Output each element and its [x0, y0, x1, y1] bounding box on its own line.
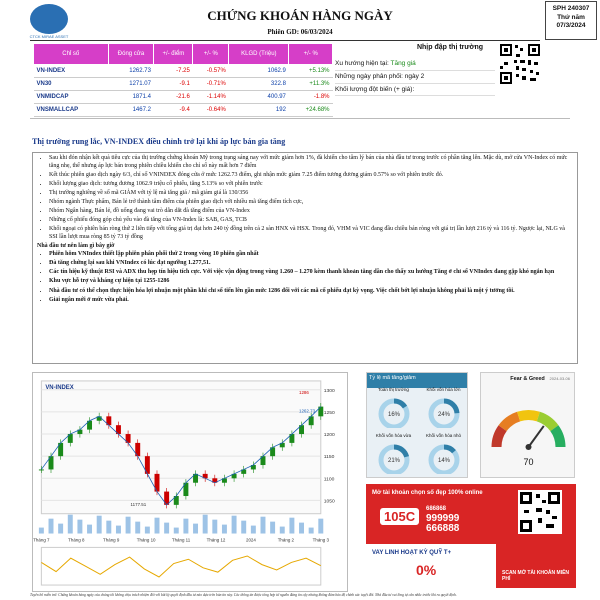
issue-date: 07/3/2024 [556, 22, 586, 29]
table-cell: VN-INDEX [34, 65, 109, 78]
table-cell: +24.68% [289, 104, 333, 117]
breadth-value: 14% [437, 458, 450, 464]
company-logo [30, 4, 68, 34]
commentary-item: • Kết thúc phiên giao dịch ngày 6/3, chỉ số VNINDEX đóng cửa ở mức 1262.73 điểm, ghi nhận mức giảm 7.25 điểm tương đương giảm 0.57% so với phiên trước đó. [49, 172, 573, 180]
x-tick-label: Tháng 8 [68, 537, 85, 543]
volume-bar [77, 520, 82, 534]
table-cell: VNMIDCAP [34, 91, 109, 104]
volume-bar [203, 515, 208, 534]
breadth-donut [370, 438, 418, 474]
promo-line-3: SCAN MỞ TÀI KHOẢN MIỄN PHÍ [502, 570, 570, 582]
table-header: +/- % [193, 44, 229, 65]
y-tick-label: 1250 [323, 410, 335, 416]
x-tick-label: Tháng 9 [103, 537, 120, 543]
breadth-widget [366, 372, 468, 478]
table-cell: 1262.73 [108, 65, 154, 78]
gauge-hub [526, 444, 532, 450]
volume-bar [261, 517, 266, 534]
x-tick-label: Tháng 2 [277, 537, 295, 543]
breadth-cell [419, 433, 468, 479]
disclaimer: Tuyên bố miễn trừ: Chứng khoán hàng ngày của chúng tôi không chịu trách nhiệm đối với bất kỳ quyết định đầu tư nào dựa trên bản tin này. Các thông tin được tổng hợp từ nguồn đáng tin cậy nhưng không đảm bảo độ chính xác tuyệt đối. Nhà đầu tư vui lòng tự cân nhắc trước khi ra quyết định. [30, 593, 457, 597]
table-row [34, 65, 333, 78]
volume-bar [251, 526, 256, 534]
table-row [34, 78, 333, 91]
commentary-item: • Sau khi đón nhận kết quả tiêu cực của thị trường chứng khoán Mỹ trong trạng sáng nay với mức giảm hơn 1%, đà khiến cho tâm lý bán của nhà đầu tư trong trước có phần tăng lên. Mặc dù, mở cửa VN-Index có mức tăng nhẹ, thế nhưng áp lực bán trong phiên chiều khiến cho chỉ số này mất hơn 7 điểm [49, 155, 573, 171]
table-cell: +11.3% [289, 78, 333, 91]
table-cell: -21.6 [154, 91, 193, 104]
table-header: +/- điểm [154, 44, 193, 65]
table-cell: -1.14% [193, 91, 229, 104]
breadth-title: Tỷ lệ mã tăng/giảm [367, 373, 467, 388]
volume-bar [309, 528, 314, 534]
y-tick-label: 1100 [323, 477, 335, 483]
x-tick-label: Tháng 3 [312, 537, 329, 543]
breadth-label: Toàn thị trường [378, 387, 409, 392]
volume-bar [68, 515, 73, 534]
outlook-item: • Khu vực hỗ trợ và kháng cự hiện tại 1255-1286 [49, 278, 573, 286]
breadth-label: Khối vốn hóa vừa [375, 433, 412, 438]
promo-number: 999999 [426, 513, 460, 524]
issue-number: SPH 240307 [552, 5, 590, 12]
gauge-segment [538, 417, 554, 429]
table-cell: VN30 [34, 78, 109, 91]
commentary-item: • Những cổ phiếu đóng góp chủ yếu vào đà tăng của VN-Index là: SAB, GAS, TCB [49, 217, 573, 225]
commentary-item: • Khối lượng giao dịch: tương đương 1062.9 triệu cổ phiếu, tăng 5.13% so với phiên trước [49, 181, 573, 189]
market-rhythm-list [335, 58, 495, 96]
promo-rate: 0% [416, 562, 437, 578]
table-cell: -0.57% [193, 65, 229, 78]
chart-annotation: 1177.51 [130, 501, 147, 507]
volume-bar [222, 525, 227, 534]
volume-bar [135, 522, 140, 534]
promo-line-1: Mở tài khoản chọn số đẹp 100% online [372, 490, 483, 496]
table-cell: -9.4 [154, 104, 193, 117]
outlook-heading: Nhà đầu tư nên làm gì bây giờ [37, 243, 115, 250]
x-tick-label: Tháng 7 [33, 537, 50, 543]
table-cell: -0.64% [193, 104, 229, 117]
commentary-item: • Nhóm Ngân hàng, Bán lẻ, đồ uống đang vai trò dẫn dắt đà tăng điểm của VN-Index [49, 208, 573, 216]
gauge-segment [503, 417, 519, 429]
outlook-item: • Đà tăng chứng lại sau khi VNIndex có lúc đạt ngưỡng 1.277,51. [49, 260, 573, 268]
outlook-item: • Các tín hiệu kỹ thuật RSI và ADX thu hẹp tín hiệu tích cực. Với việc vận động trong vùng 1.260 – 1.270 kèm thanh khoản tăng dần cho thấy xu hướng Tăng ở chỉ số VNIndex đang gặp khó ngắn hạn [49, 269, 573, 277]
y-tick-label: 1200 [323, 433, 335, 439]
promo-number: 686868 [426, 506, 447, 512]
commentary-list [39, 155, 573, 242]
volume-bar [87, 525, 92, 534]
promo-qr-icon[interactable] [518, 490, 562, 534]
table-cell: 1871.4 [108, 91, 154, 104]
rhythm-item: Những ngày phân phối: ngày 2 [335, 71, 495, 84]
volume-bar [232, 516, 237, 534]
gauge-segment [519, 415, 539, 417]
volume-bar [318, 519, 323, 534]
outlook-item: • Giải ngân mới ở mức vừa phải. [49, 297, 573, 305]
volume-bar [126, 517, 131, 534]
y-tick-label: 1300 [323, 388, 335, 394]
y-tick-label: 1050 [323, 499, 335, 505]
breadth-value: 16% [387, 412, 400, 418]
session-date: Phiên GD: 06/03/2024 [267, 28, 333, 36]
breadth-value: 21% [387, 458, 400, 464]
volume-bar [49, 519, 54, 534]
table-row [34, 104, 333, 117]
volume-bar [241, 521, 246, 534]
table-cell: -1.8% [289, 91, 333, 104]
header-divider [30, 40, 540, 41]
y-tick-label: 1150 [323, 455, 335, 461]
table-cell: 192 [229, 104, 289, 117]
promo-line-2: VAY LINH HOẠT KỲ QUỸ T+ [372, 550, 452, 556]
breadth-cell [419, 387, 468, 433]
commentary-item: • Khối ngoại có phiên bán ròng thứ 2 liên tiếp với tổng giá trị đạt hơn 240 tỷ đồng trên cả 2 sàn HNX và HSX. Trong đó, VHM và VIC đang đầu chiều bán ròng với giá trị lần lượt 216 tỷ và 116 tỷ. Ngược lại, NLG và SSI lần lượt mua ròng 85 tỷ 73 tỷ đồng [49, 226, 573, 242]
table-cell: +5.13% [289, 65, 333, 78]
chart-title: VN-INDEX [45, 384, 74, 391]
x-tick-label: 2024 [246, 537, 256, 543]
volume-bar [116, 526, 121, 534]
volume-bar [280, 527, 285, 534]
gauge-needle [529, 426, 544, 447]
volume-bar [97, 516, 102, 534]
breadth-value: 24% [437, 412, 450, 418]
issue-weekday: Thứ năm [557, 13, 585, 21]
volume-bar [106, 521, 111, 534]
volume-bar [183, 519, 188, 534]
vnindex-chart [32, 372, 348, 592]
promo-number: 666888 [426, 523, 460, 534]
index-table [33, 43, 333, 117]
commentary-item: • Thị trường nghiêng về số mã GIẢM với tỷ lệ mã tăng giá / mã giảm giá là 130/356 [49, 190, 573, 198]
outlook-item: • Nhà đầu tư có thể chọn thực hiện hóa lợi nhuận một phần khi chỉ số tiến lên gần mức 1286 đối với các mã cổ phiếu đạt kỳ vọng. Việc chốt bớt lợi nhuận không phải là một ý tưởng tồi. [49, 288, 573, 296]
volume-bar [193, 524, 198, 534]
table-cell: 1271.07 [108, 78, 154, 91]
chart-annotation: 1286 [299, 389, 309, 395]
breadth-donut [420, 392, 468, 428]
qr-code-icon [498, 42, 542, 86]
volume-bar [270, 522, 275, 534]
promo-banner[interactable] [366, 484, 576, 588]
volume-bar [155, 518, 160, 534]
table-cell: VNSMALLCAP [34, 104, 109, 117]
table-cell: -9.1 [154, 78, 193, 91]
commentary-item: • Nhóm ngành Thực phẩm, Bán lẻ trở thành tâm điểm của phiên giao dịch với nhiều mã tăng điểm tích cực, [49, 199, 573, 207]
table-header: Chỉ số [34, 44, 109, 65]
fear-greed-value: 70 [523, 457, 534, 467]
volume-bar [174, 528, 179, 534]
table-cell: 322.8 [229, 78, 289, 91]
breadth-donut [370, 392, 418, 428]
table-cell: 400.97 [229, 91, 289, 104]
table-cell: -7.25 [154, 65, 193, 78]
fear-greed-widget [480, 372, 575, 478]
rhythm-item: Xu hướng hiện tại: Tăng giá [335, 58, 495, 71]
section-divider [30, 118, 570, 119]
commentary-box [32, 152, 578, 364]
volume-bar [164, 523, 169, 534]
volume-bar [39, 528, 44, 534]
table-header: +/- % [289, 44, 333, 65]
headline: Thị trường rung lắc, VN-INDEX điều chỉnh trở lại khi áp lực bán gia tăng [32, 137, 286, 146]
breadth-cell [369, 387, 418, 433]
gauge-segment [497, 428, 503, 447]
volume-bar [299, 523, 304, 534]
market-rhythm-title: Nhịp đập thị trường [416, 44, 484, 51]
page-title: CHỨNG KHOÁN HÀNG NGÀY [207, 8, 393, 23]
table-cell: -0.71% [193, 78, 229, 91]
rsi-panel [41, 547, 320, 585]
candle-body [39, 469, 44, 470]
breadth-label: Khối vốn hóa nhỏ [425, 433, 462, 438]
table-cell: 1467.2 [108, 104, 154, 117]
table-header: Đóng cửa [108, 44, 154, 65]
volume-bar [212, 520, 217, 534]
volume-bar [289, 518, 294, 534]
x-tick-label: Tháng 12 [206, 537, 226, 543]
x-tick-label: Tháng 10 [136, 537, 156, 543]
outlook-item: • Phiên hôm VNIndex thiết lập phiên phân phối thứ 2 trong vòng 10 phiên gần nhất [49, 251, 573, 259]
issue-box [545, 1, 597, 40]
chart-annotation: 1262.73 [299, 408, 316, 414]
table-header: KLGD (Triệu) [229, 44, 289, 65]
breadth-label: Khối vốn hóa lớn [426, 387, 461, 392]
fear-greed-title: Fear & Greed [510, 376, 545, 382]
table-cell: 1062.9 [229, 65, 289, 78]
volume-bar [58, 524, 63, 534]
fear-greed-date: 2024-03-06 [549, 376, 570, 381]
breadth-donut [420, 438, 468, 474]
logo-text: CTCK MIRAE ASSET [29, 34, 69, 39]
outlook-list [39, 251, 573, 304]
breadth-cell [369, 433, 418, 479]
volume-bar [145, 527, 150, 534]
rhythm-item: Khối lượng đột biến (+ giá): [335, 84, 495, 97]
table-row [34, 91, 333, 104]
promo-code: 105C [380, 508, 419, 525]
x-tick-label: Tháng 11 [171, 537, 191, 543]
gauge-segment [554, 428, 560, 447]
chart-plot-area [41, 381, 320, 514]
